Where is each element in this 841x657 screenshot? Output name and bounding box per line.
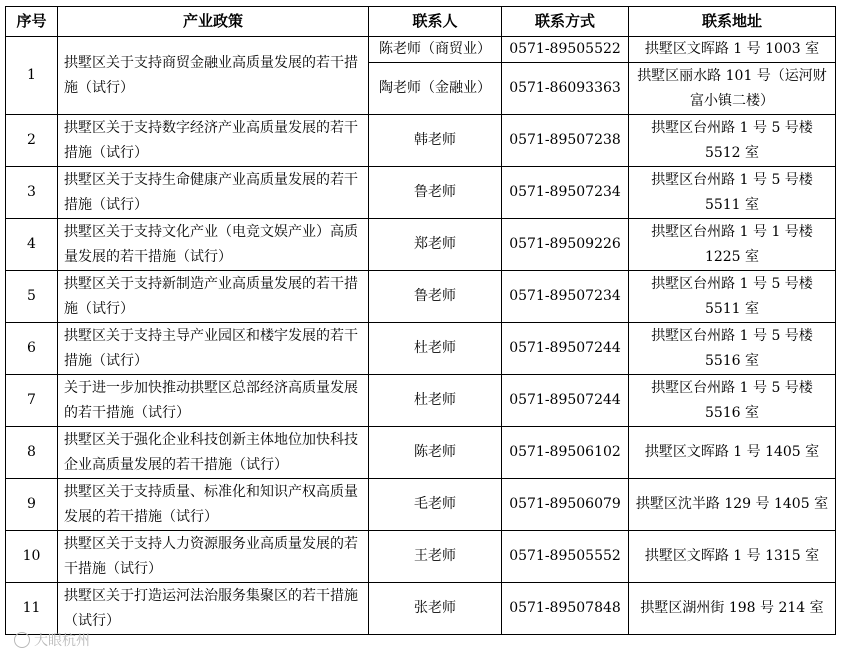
row-contact-person: 王老师 xyxy=(369,531,502,583)
table-header-row xyxy=(6,7,836,37)
row-policy: 拱墅区关于打造运河法治服务集聚区的若干措施（试行） xyxy=(58,583,369,635)
row-serial: 11 xyxy=(6,583,58,635)
row-contact-phone: 0571-89509226 xyxy=(502,219,629,271)
table-row xyxy=(6,271,836,323)
row-contact-person: 陶老师（金融业） xyxy=(369,63,502,115)
row-serial: 1 xyxy=(6,37,58,115)
table-row xyxy=(6,219,836,271)
table-row xyxy=(6,531,836,583)
row-serial: 3 xyxy=(6,167,58,219)
row-contact-phone: 0571-89506102 xyxy=(502,427,629,479)
row-contact-phone: 0571-89507234 xyxy=(502,167,629,219)
row-contact-address: 拱墅区丽水路 101 号（运河财富小镇二楼） xyxy=(629,63,836,115)
table-row xyxy=(6,167,836,219)
row-contact-person: 毛老师 xyxy=(369,479,502,531)
row-contact-person: 陈老师（商贸业） xyxy=(369,37,502,63)
row-contact-phone: 0571-89507848 xyxy=(502,583,629,635)
table-row xyxy=(6,427,836,479)
row-policy: 拱墅区关于支持人力资源服务业高质量发展的若干措施（试行） xyxy=(58,531,369,583)
row-serial: 2 xyxy=(6,115,58,167)
row-contact-phone: 0571-89507244 xyxy=(502,375,629,427)
row-contact-phone: 0571-89505552 xyxy=(502,531,629,583)
watermark xyxy=(14,630,90,650)
row-contact-address: 拱墅区文晖路 1 号 1315 室 xyxy=(629,531,836,583)
row-policy: 拱墅区关于支持商贸金融业高质量发展的若干措施（试行） xyxy=(58,37,369,115)
row-contact-person: 陈老师 xyxy=(369,427,502,479)
row-contact-person: 郑老师 xyxy=(369,219,502,271)
logo-mark-icon xyxy=(14,632,30,648)
row-serial: 6 xyxy=(6,323,58,375)
table-row xyxy=(6,375,836,427)
header-contact-phone: 联系方式 xyxy=(502,7,629,37)
table-row xyxy=(6,37,836,63)
row-contact-phone: 0571-89507234 xyxy=(502,271,629,323)
table-row xyxy=(6,479,836,531)
row-contact-address: 拱墅区文晖路 1 号 1405 室 xyxy=(629,427,836,479)
row-contact-address: 拱墅区沈半路 129 号 1405 室 xyxy=(629,479,836,531)
row-contact-address: 拱墅区台州路 1 号 5 号楼 5511 室 xyxy=(629,167,836,219)
row-serial: 4 xyxy=(6,219,58,271)
row-policy: 拱墅区关于支持生命健康产业高质量发展的若干措施（试行） xyxy=(58,167,369,219)
row-contact-phone: 0571-89506079 xyxy=(502,479,629,531)
row-policy: 拱墅区关于强化企业科技创新主体地位加快科技企业高质量发展的若干措施（试行） xyxy=(58,427,369,479)
row-contact-person: 张老师 xyxy=(369,583,502,635)
header-contact-address: 联系地址 xyxy=(629,7,836,37)
row-policy: 拱墅区关于支持新制造产业高质量发展的若干措施（试行） xyxy=(58,271,369,323)
table-row xyxy=(6,323,836,375)
header-contact-person: 联系人 xyxy=(369,7,502,37)
table-row xyxy=(6,115,836,167)
row-contact-address: 拱墅区台州路 1 号 5 号楼 5512 室 xyxy=(629,115,836,167)
row-contact-person: 杜老师 xyxy=(369,323,502,375)
row-contact-phone: 0571-89507238 xyxy=(502,115,629,167)
row-serial: 9 xyxy=(6,479,58,531)
row-contact-address: 拱墅区文晖路 1 号 1003 室 xyxy=(629,37,836,63)
row-contact-address: 拱墅区台州路 1 号 5 号楼 5511 室 xyxy=(629,271,836,323)
header-serial: 序号 xyxy=(6,7,58,37)
row-contact-address: 拱墅区台州路 1 号 1 号楼 1225 室 xyxy=(629,219,836,271)
row-contact-person: 鲁老师 xyxy=(369,271,502,323)
row-serial: 10 xyxy=(6,531,58,583)
row-policy: 拱墅区关于支持文化产业（电竞文娱产业）高质量发展的若干措施（试行） xyxy=(58,219,369,271)
row-serial: 5 xyxy=(6,271,58,323)
row-policy: 拱墅区关于支持质量、标准化和知识产权高质量发展的若干措施（试行） xyxy=(58,479,369,531)
row-contact-address: 拱墅区台州路 1 号 5 号楼 5516 室 xyxy=(629,323,836,375)
row-policy: 关于进一步加快推动拱墅区总部经济高质量发展的若干措施（试行） xyxy=(58,375,369,427)
row-contact-phone: 0571-89507244 xyxy=(502,323,629,375)
row-contact-address: 拱墅区湖州街 198 号 214 室 xyxy=(629,583,836,635)
row-contact-address: 拱墅区台州路 1 号 5 号楼 5516 室 xyxy=(629,375,836,427)
row-contact-person: 鲁老师 xyxy=(369,167,502,219)
policy-contact-table xyxy=(5,6,836,635)
row-serial: 8 xyxy=(6,427,58,479)
row-contact-person: 韩老师 xyxy=(369,115,502,167)
row-serial: 7 xyxy=(6,375,58,427)
row-policy: 拱墅区关于支持主导产业园区和楼宇发展的若干措施（试行） xyxy=(58,323,369,375)
row-contact-person: 杜老师 xyxy=(369,375,502,427)
table-row xyxy=(6,583,836,635)
watermark-text: 大眼杭州 xyxy=(34,633,90,649)
row-policy: 拱墅区关于支持数字经济产业高质量发展的若干措施（试行） xyxy=(58,115,369,167)
row-contact-phone: 0571-86093363 xyxy=(502,63,629,115)
header-policy: 产业政策 xyxy=(58,7,369,37)
row-contact-phone: 0571-89505522 xyxy=(502,37,629,63)
